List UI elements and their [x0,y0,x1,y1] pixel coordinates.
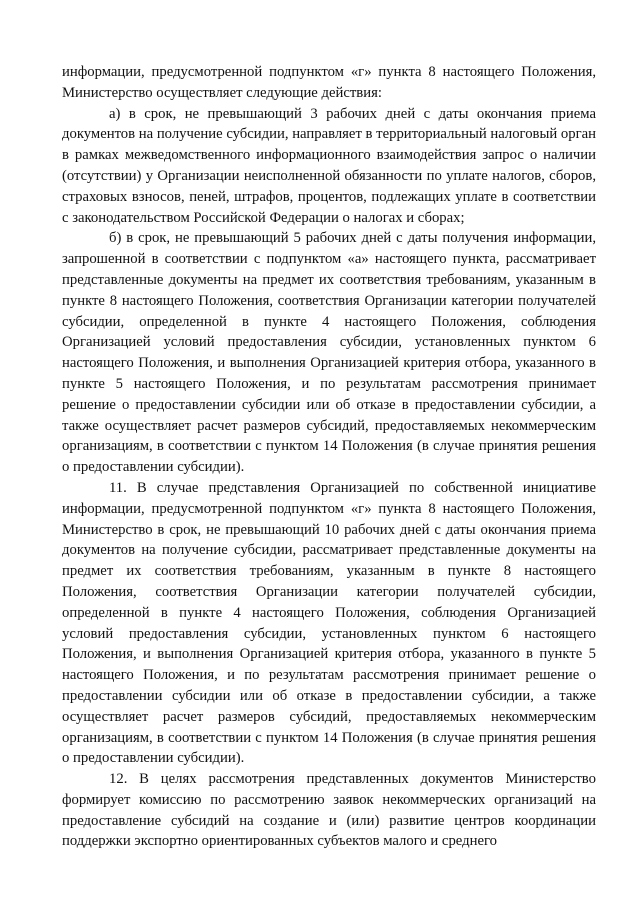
paragraph-item-11: 11. В случае представления Организацией по собственной инициативе информации, предусмотренной подпунктом «г» пункта 8 настоящего Положения, Министерство в срок, не превышающий 10 рабочих дней с даты окончания приема документов на получение субсидии, рассматривает представленные документы на предмет их соответствия требованиям, указанным в пункте 8 настоящего Положения, соответствия Организации категории получателей субсидии, определенной в пункте 4 настоящего Положения, соблюдения Организацией условий предоставления субсидии, установленных пунктом 6 настоящего Положения, и выполнения Организацией критерия отбора, указанного в пункте 5 настоящего Положения, и по результатам рассмотрения принимает решение о предоставлении субсидии или об отказе в предоставлении субсидии, а также осуществляет расчет размеров субсидий, предоставляемых некоммерческим организациям, в соответствии с пунктом 14 Положения (в случае принятия решения о предоставлении субсидии). [62,479,596,767]
paragraph-subitem-a: а) в срок, не превышающий 3 рабочих дней с даты окончания приема документов на получение субсидии, направляет в территориальный налоговый орган в рамках межведомственного информационного взаимодействия запрос о наличии (отсутствии) у Организации неисполненной обязанности по уплате налогов, сборов, страховых взносов, пеней, штрафов, процентов, подлежащих уплате в соответствии с законодательством Российской Федерации о налогах и сборах; [62,105,596,226]
paragraph-continuation: информации, предусмотренной подпунктом «г» пункта 8 настоящего Положения, Министерство осуществляет следующие действия: [62,64,596,101]
paragraph-item-12: 12. В целях рассмотрения представленных документов Министерство формирует комиссию по рассмотрению заявок некоммерческих организаций на предоставление субсидий на создание и (или) развитие центров координации поддержки экспортно ориентированных субъектов малого и среднего [62,771,596,850]
document-page [62,62,596,852]
paragraph-subitem-b: б) в срок, не превышающий 5 рабочих дней с даты получения информации, запрошенной в соответствии с подпунктом «а» настоящего пункта, рассматривает представленные документы на предмет их соответствия требованиям, указанным в пункте 8 настоящего Положения, соответствия Организации категории получателей субсидии, определенной в пункте 4 настоящего Положения, соблюдения Организацией условий предоставления субсидии, установленных пунктом 6 настоящего Положения, и выполнения Организацией критерия отбора, указанного в пункте 5 настоящего Положения, и по результатам рассмотрения принимает решение о предоставлении субсидии или об отказе в предоставлении субсидии, а также осуществляет расчет размеров субсидий, предоставляемых некоммерческим организациям, в соответствии с пунктом 14 Положения (в случае принятия решения о предоставлении субсидии). [62,230,596,476]
